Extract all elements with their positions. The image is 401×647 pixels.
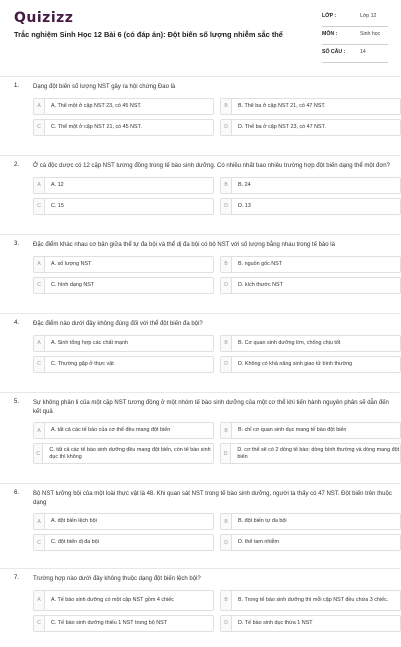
question-text: Dạng đột biến số lượng NST gây ra hội chứng Đao là [33,84,176,90]
meta-key: LỚP : [322,13,337,19]
answer-option-d[interactable] [220,615,401,632]
option-text: B. chỉ cơ quan sinh dục mang tế bào đột biến [238,427,347,434]
option-letter: C [34,278,45,293]
answer-option-b[interactable] [220,98,401,115]
option-text: B. Thể ba ở cặp NST 21, có 47 NST. [238,102,326,109]
option-text: C. đột biến dị đa bội [51,539,99,546]
option-text: D. 13 [238,202,251,209]
option-text: C. Tế bào sinh dưỡng thiếu 1 NST trong bộ NST [51,619,168,626]
meta-value: 14 [360,49,366,55]
quizizz-logo: Quizizz [14,10,74,26]
answer-option-b[interactable] [220,590,401,611]
meta-value: Lớp 12 [360,13,377,19]
answer-option-b[interactable] [220,422,401,439]
answer-option-d[interactable] [220,119,401,136]
answer-option-b[interactable] [220,177,401,194]
option-text: C. Thường gặp ở thực vật [51,360,114,367]
option-letter: C [34,120,45,135]
answer-option-c[interactable] [33,356,214,373]
option-letter: B [221,591,232,610]
answer-option-d[interactable] [220,356,401,373]
option-text: D. kích thước NST [238,281,283,288]
option-text: C. Thể một ở cặp NST 21, có 45 NST. [51,123,142,130]
option-text: A. tất cả các tế bào của cơ thể đều mang đột biến [51,427,171,434]
option-letter: B [221,336,232,351]
option-letter: D [221,120,232,135]
option-text: B. 24 [238,181,251,188]
option-letter: B [221,257,232,272]
meta-row-count [322,49,388,63]
option-letter: C [34,444,43,463]
answer-option-d[interactable] [220,443,401,464]
option-letter: C [34,199,45,214]
answer-options [33,335,400,373]
meta-key: SỐ CÂU : [322,49,346,55]
worksheet-title: Trắc nghiệm Sinh Học 12 Bài 6 (có đáp án): Đột biến số lượng nhiễm sắc thể [14,30,283,39]
option-text: A. Tế bào sinh dưỡng có một cặp NST gồm 4 chiếc [51,596,174,603]
answer-options [33,590,400,632]
option-letter: B [221,423,232,438]
question-2 [0,155,400,234]
question-text: Đặc điểm nào dưới đây không đúng đối với thể đột biến đa bội? [33,321,203,327]
option-text: C. tất cả các tế bào sinh dưỡng đều mang đột biến, còn tế bào sinh dục thì không [49,446,211,460]
option-text: A. số lượng NST [51,260,92,267]
option-text: D. Thể ba ở cặp NST 23, có 47 NST. [238,123,326,130]
answer-option-a[interactable] [33,422,214,439]
option-letter: C [34,357,45,372]
answer-option-b[interactable] [220,513,401,530]
option-text: D. Không có khả năng sinh giao tử bình thường [238,360,353,367]
option-text: B. Trong tế bào sinh dưỡng thì mỗi cặp NST đều chứa 3 chiếc. [238,596,389,603]
option-letter: D [221,616,232,631]
question-number: 1. [14,83,20,89]
worksheet-header [0,0,400,70]
answer-options [33,513,400,551]
option-letter: A [34,591,45,610]
meta-row-class [322,13,388,27]
option-letter: B [221,514,232,529]
answer-option-a[interactable] [33,335,214,352]
answer-options [33,256,400,294]
answer-option-d[interactable] [220,198,401,215]
question-number: 5. [14,399,20,405]
option-letter: B [221,99,232,114]
answer-option-b[interactable] [220,256,401,273]
question-text: Sự không phân li của một cặp NST tương đồng ở một nhóm tế bào sinh dưỡng của một cơ thể khi tiến hành nguyên phân sẽ dẫn đến kết quả [33,400,389,415]
question-1 [0,76,400,155]
answer-options [33,98,400,136]
question-4 [0,313,400,392]
meta-row-subject [322,31,388,45]
option-text: C. hình dạng NST [51,281,95,288]
answer-option-c[interactable] [33,277,214,294]
meta-value: Sinh học [360,31,381,37]
option-letter: A [34,514,45,529]
question-text: Ở cà độc dược có 12 cặp NST tương đồng trong tế bào sinh dưỡng. Có nhiều nhất bao nhiêu trường hợp đột biến dạng thể một đơn? [33,163,390,169]
question-number: 2. [14,162,20,168]
option-text: C. 15 [51,202,64,209]
option-letter: A [34,336,45,351]
option-letter: D [221,278,232,293]
answer-option-c[interactable] [33,615,214,632]
meta-box [322,13,388,67]
option-letter: D [221,357,232,372]
answer-option-d[interactable] [220,277,401,294]
question-number: 6. [14,490,20,496]
option-letter: D [221,444,231,463]
option-text: D. cơ thể sẽ có 2 dòng tế bào: dòng bình thường và dòng mang đột biến [237,446,400,460]
option-letter: D [221,199,232,214]
answer-option-c[interactable] [33,443,214,464]
question-3 [0,234,400,313]
option-text: A. Thể một ở cặp NST 23, có 45 NST. [51,102,142,109]
option-letter: C [34,616,45,631]
option-text: D. Tế bào sinh dục thừa 1 NST [238,619,313,626]
option-letter: D [221,535,232,550]
answer-options [33,177,400,215]
question-text: Đặc điểm khác nhau cơ bản giữa thể tự đa bội và thể dị đa bội có bộ NST với số lượng bằng nhau trong tế bào là [33,242,335,248]
question-number: 7. [14,575,20,581]
option-letter: A [34,257,45,272]
question-list [0,76,400,647]
option-text: D. thể tam nhiễm [238,539,280,546]
option-letter: C [34,535,45,550]
answer-option-a[interactable] [33,590,214,611]
option-text: B. đột biến tự đa bội [238,518,287,525]
question-text: Bộ NST lưỡng bội của một loài thực vật là 48. Khi quan sát NST trong tế bào sinh dưỡng, người ta thấy có 47 NST. Đột biến trên thuộc dạng [33,491,392,506]
answer-option-c[interactable] [33,534,214,551]
question-6 [0,483,400,568]
answer-option-c[interactable] [33,198,214,215]
option-letter: A [34,99,45,114]
question-number: 3. [14,241,20,247]
answer-option-a[interactable] [33,256,214,273]
option-text: A. đột biến lệch bội [51,518,97,525]
question-7 [0,568,400,647]
option-text: B. nguồn gốc NST [238,260,283,267]
option-text: B. Cơ quan sinh dưỡng lớn, chống chịu tốt [238,339,341,346]
question-text: Trường hợp nào dưới đây không thuộc dạng đột biến lệch bội? [33,576,201,582]
answer-option-a[interactable] [33,513,214,530]
answer-option-c[interactable] [33,119,214,136]
answer-option-a[interactable] [33,98,214,115]
question-5 [0,392,400,483]
question-number: 4. [14,320,20,326]
answer-option-d[interactable] [220,534,401,551]
option-letter: A [34,178,45,193]
option-letter: A [34,423,45,438]
answer-option-a[interactable] [33,177,214,194]
answer-options [33,422,400,464]
option-text: A. Sinh tổng hợp các chất mạnh [51,339,128,346]
option-letter: B [221,178,232,193]
option-text: A. 12 [51,181,64,188]
answer-option-b[interactable] [220,335,401,352]
meta-key: MÔN : [322,31,338,37]
